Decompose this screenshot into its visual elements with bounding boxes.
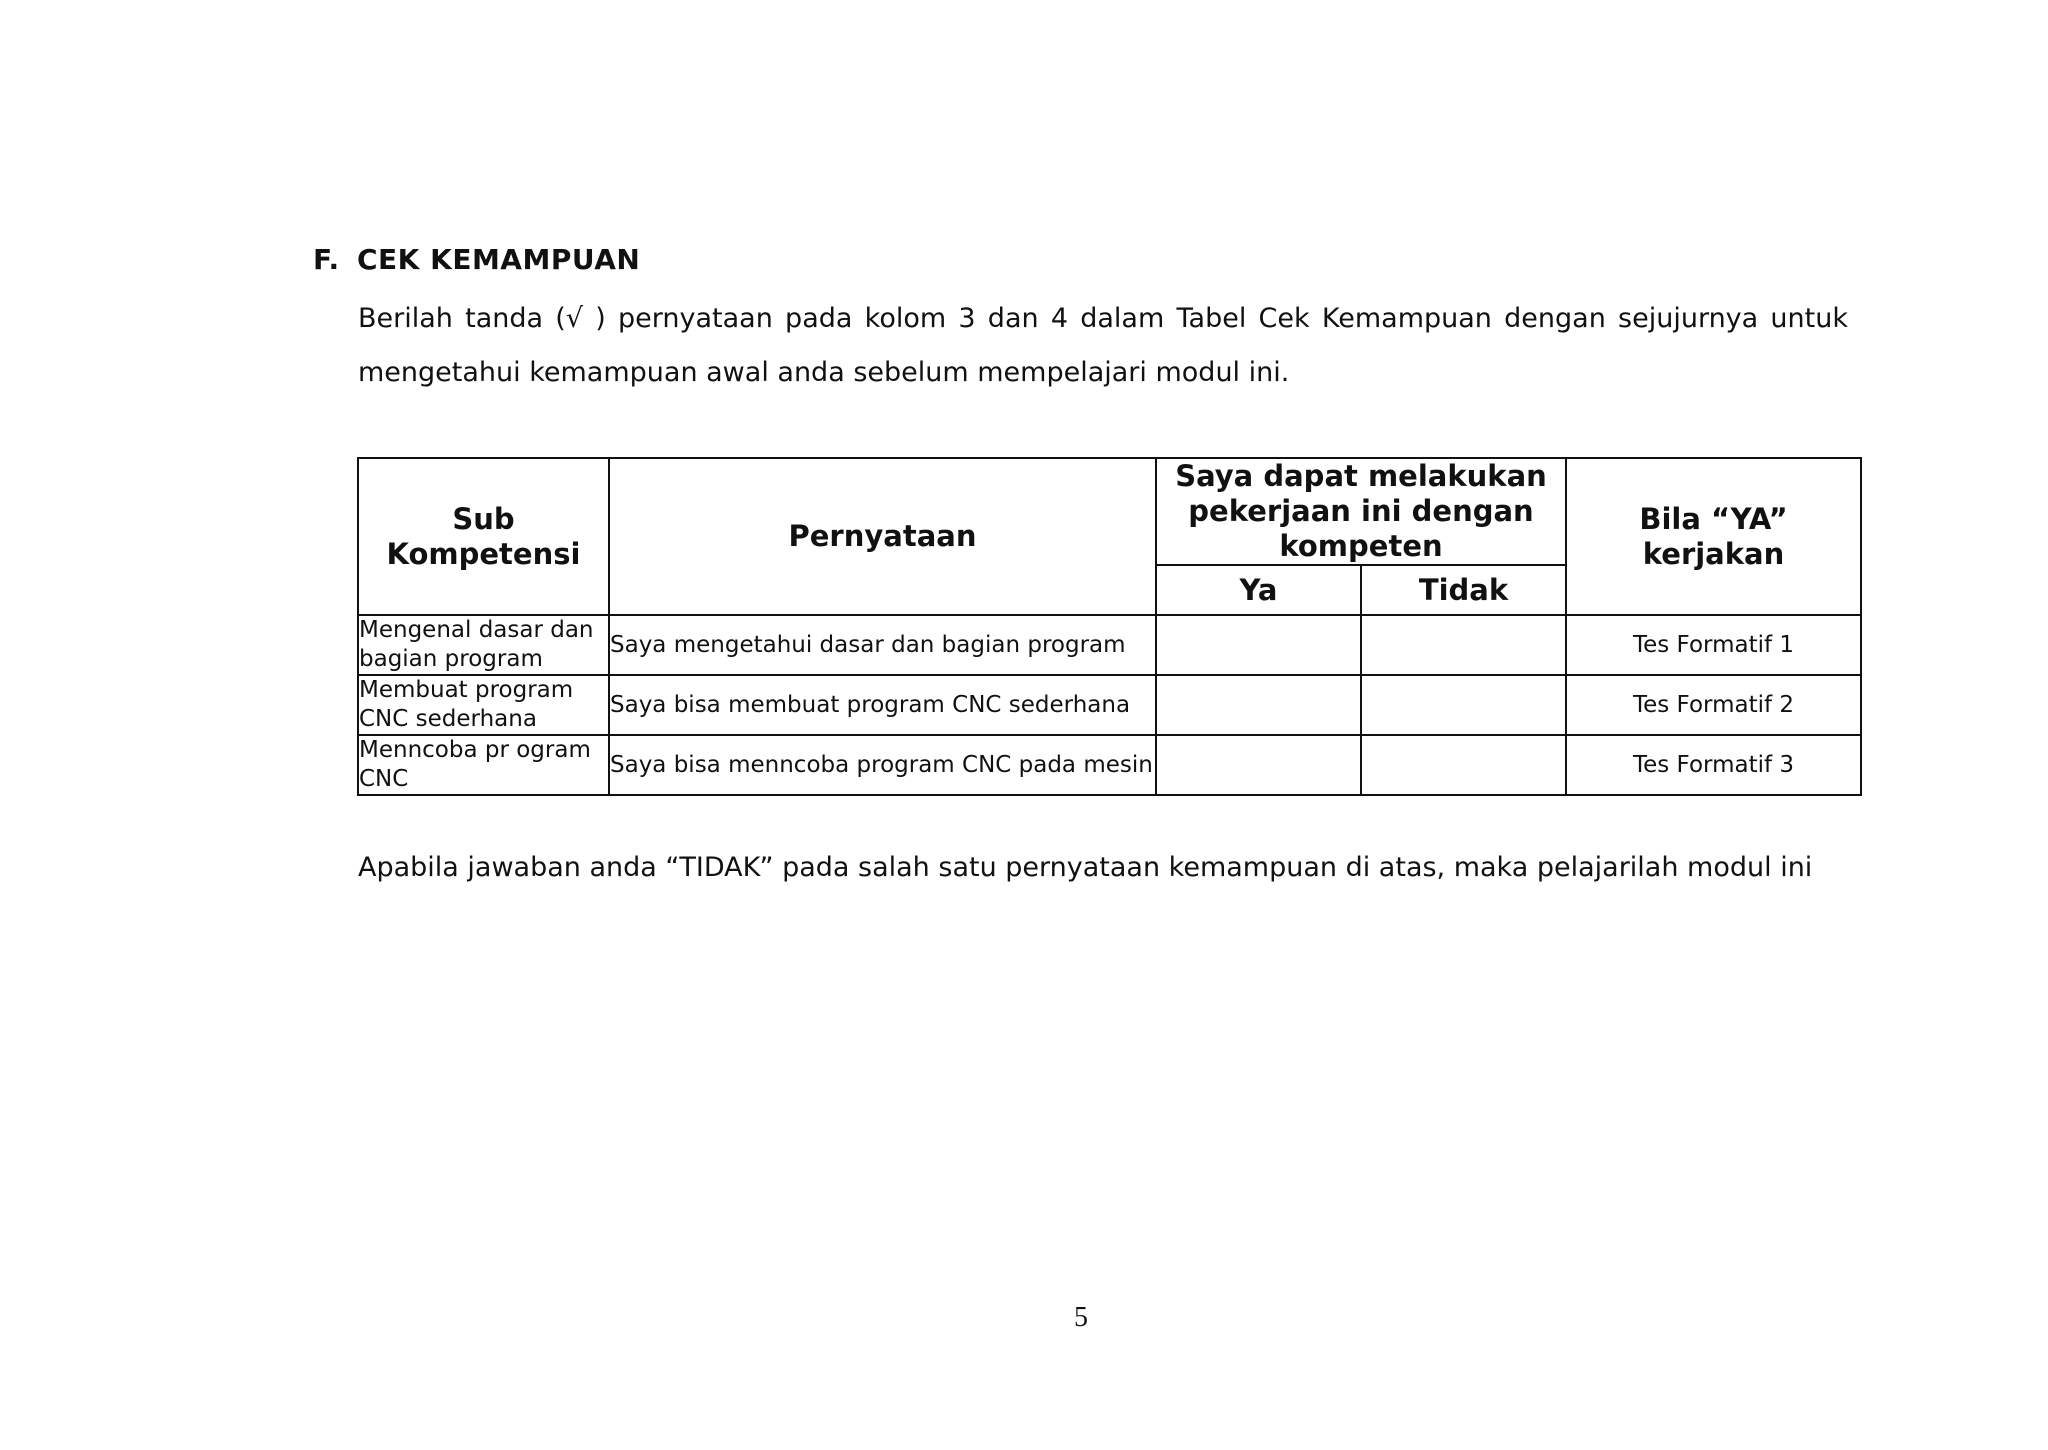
pernyataan-cell: Saya mengetahui dasar dan bagian program bbox=[609, 615, 1156, 675]
closing-paragraph: Apabila jawaban anda “TIDAK” pada salah satu pernyataan kemampuan di atas, maka pelajarilah modul ini bbox=[358, 852, 1813, 883]
header-saya-dapat: Saya dapat melakukan pekerjaan ini dengan kompeten bbox=[1156, 458, 1566, 565]
bila-ya-cell: Tes Formatif 1 bbox=[1566, 615, 1861, 675]
ya-checkbox-cell[interactable] bbox=[1156, 615, 1361, 675]
ya-checkbox-cell[interactable] bbox=[1156, 735, 1361, 795]
table-header-row bbox=[358, 458, 1861, 565]
section-heading bbox=[313, 243, 640, 276]
pernyataan-cell: Saya bisa menncoba program CNC pada mesin bbox=[609, 735, 1156, 795]
table-row bbox=[358, 615, 1861, 675]
pernyataan-cell: Saya bisa membuat program CNC sederhana bbox=[609, 675, 1156, 735]
sub-kompetensi-cell: Menncoba pr ogram CNC bbox=[358, 735, 609, 795]
bila-ya-cell: Tes Formatif 2 bbox=[1566, 675, 1861, 735]
header-ya: Ya bbox=[1156, 565, 1361, 615]
table-row bbox=[358, 675, 1861, 735]
ya-checkbox-cell[interactable] bbox=[1156, 675, 1361, 735]
table-row bbox=[358, 735, 1861, 795]
section-letter: F. bbox=[313, 243, 340, 276]
intro-paragraph: Berilah tanda (√ ) pernyataan pada kolom 3 dan 4 dalam Tabel Cek Kemampuan dengan sejujurnya untuk mengetahui kemampuan awal anda sebelum mempelajari modul ini. bbox=[358, 303, 1848, 388]
tidak-checkbox-cell[interactable] bbox=[1361, 615, 1566, 675]
cek-kemampuan-table bbox=[357, 457, 1862, 796]
header-pernyataan: Pernyataan bbox=[609, 458, 1156, 615]
sub-kompetensi-cell: Mengenal dasar dan bagian program bbox=[358, 615, 609, 675]
header-bila-ya: Bila “YA” kerjakan bbox=[1566, 458, 1861, 615]
header-sub-kompetensi: Sub Kompetensi bbox=[358, 458, 609, 615]
bila-ya-cell: Tes Formatif 3 bbox=[1566, 735, 1861, 795]
sub-kompetensi-cell: Membuat program CNC sederhana bbox=[358, 675, 609, 735]
header-tidak: Tidak bbox=[1361, 565, 1566, 615]
tidak-checkbox-cell[interactable] bbox=[1361, 735, 1566, 795]
tidak-checkbox-cell[interactable] bbox=[1361, 675, 1566, 735]
section-title: CEK KEMAMPUAN bbox=[357, 243, 641, 276]
page-number: 5 bbox=[1074, 1302, 1088, 1333]
